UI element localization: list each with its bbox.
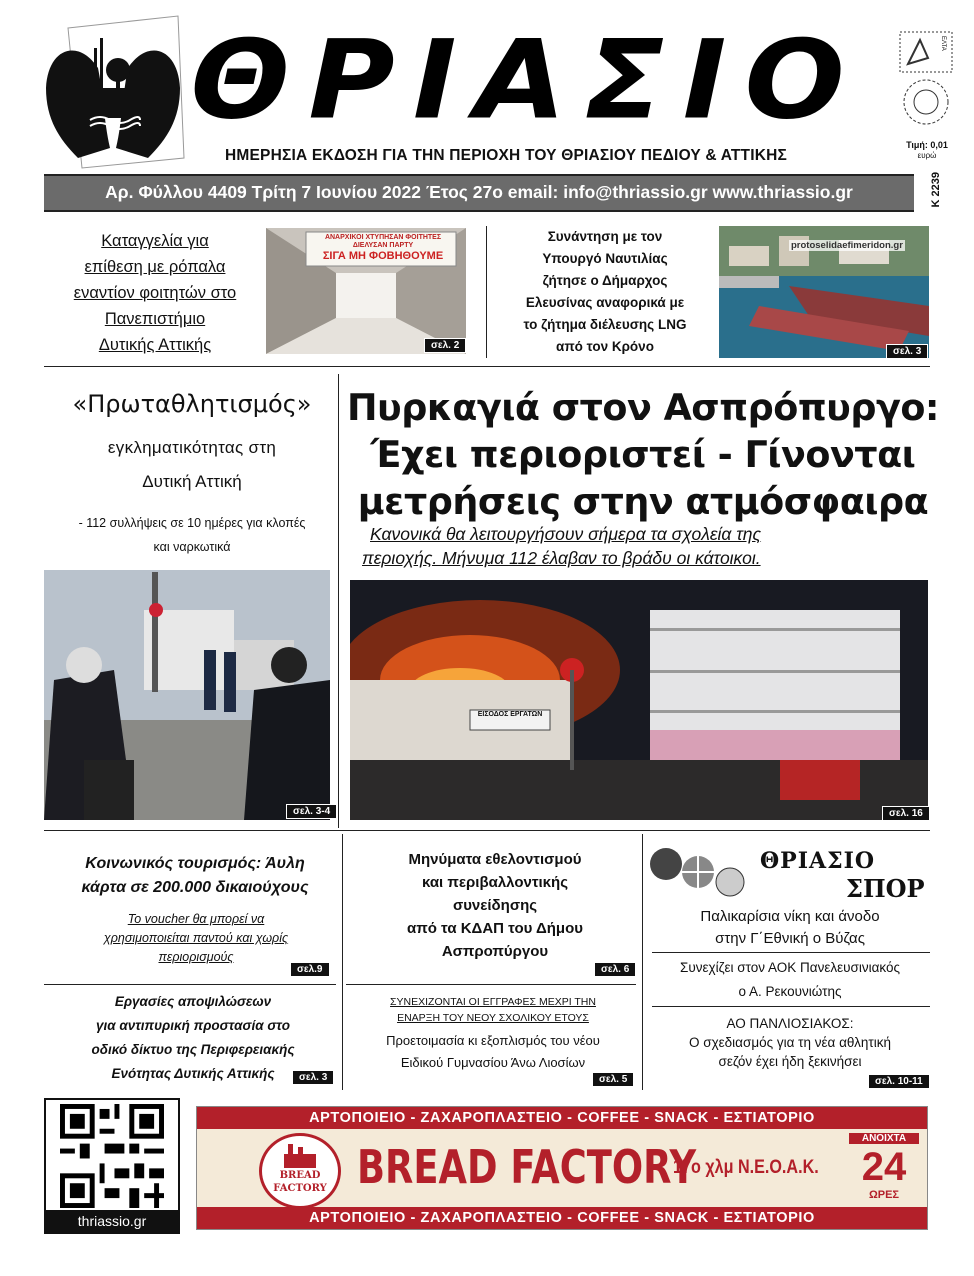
left-story-body2: και ναρκωτικά bbox=[153, 540, 231, 554]
main-subhead: Κανονικά θα λειτουργήσουν σήμερα τα σχολεία της περιοχής. Μήνυμα 112 έλαβαν το βράδυ οι κάτοικοι. bbox=[362, 524, 762, 568]
sport-item-1[interactable]: Παλικαρίσια νίκη και άνοδο στην Γ΄Εθνική ο Βύζας bbox=[700, 908, 880, 947]
watermark: protoselidaefimeridon.gr bbox=[791, 240, 903, 251]
banner-text-1: ΑΝΑΡΧΙΚΟΙ ΧΤΥΠΗΣΑΝ ΦΟΙΤΗΤΕΣ bbox=[324, 234, 442, 241]
ad-brand: BREAD FACTORY bbox=[357, 1140, 697, 1194]
ad-logo-line2: FACTORY bbox=[273, 1183, 327, 1194]
page-tag: σελ.9 bbox=[290, 962, 330, 977]
top-left-headline[interactable]: Καταγγελία για επίθεση με ρόπαλα εναντίον φοιτητών στο Πανεπιστήμιο Δυτικής Αττικής bbox=[73, 232, 237, 354]
police-photo[interactable] bbox=[44, 570, 330, 820]
ad-location: 17ο χλμ Ν.Ε.Ο.Α.Κ. bbox=[673, 1157, 819, 1178]
ad-strip-top: ΑΡΤΟΠΟΙΕΙΟ - ΖΑΧΑΡΟΠΛΑΣΤΕΙΟ - COFFEE - SNACK - ΕΣΤΙΑΤΟΡΙΟ bbox=[197, 1107, 927, 1129]
hands-logo-icon bbox=[38, 8, 188, 170]
qr-caption[interactable]: thriassio.gr bbox=[46, 1210, 178, 1232]
university-corridor-photo[interactable] bbox=[266, 228, 466, 354]
logo-emblem bbox=[38, 8, 188, 170]
divider bbox=[342, 834, 343, 1090]
ad-logo bbox=[259, 1133, 341, 1209]
fire-photo[interactable] bbox=[350, 580, 928, 820]
price-label: Τιμή: 0,01 bbox=[906, 140, 948, 150]
left-story-sub2: Δυτική Αττική bbox=[142, 472, 242, 491]
tourism-headline[interactable]: Κοινωνικός τουρισμός: Άυλη κάρτα σε 200.000 δικαιούχους bbox=[81, 855, 309, 896]
masthead-subtitle: ΗΜΕΡΗΣΙΑ ΕΚΔΟΣΗ ΓΙΑ ΤΗΝ ΠΕΡΙΟΧΗ ΤΟΥ ΘΡΙΑΣΙΟΥ ΠΕΔΙΟΥ & ΑΤΤΙΚΗΣ bbox=[225, 147, 787, 164]
issue-line: Αρ. Φύλλου 4409 Τρίτη 7 Ιουνίου 2022 Έτος 27ο email: info@thriassio.gr www.thriassio.gr bbox=[105, 182, 853, 202]
qr-code-icon bbox=[57, 1104, 167, 1208]
sport-logo-top: ΘΡΙΑΣΙΟ bbox=[760, 848, 876, 874]
side-code: Κ 2239 bbox=[930, 172, 942, 208]
ad-strip-bottom: ΑΡΤΟΠΟΙΕΙΟ - ΖΑΧΑΡΟΠΛΑΣΤΕΙΟ - COFFEE - SNACK - ΕΣΤΙΑΤΟΡΙΟ bbox=[197, 1207, 927, 1229]
eleusina-port-photo[interactable] bbox=[719, 226, 929, 358]
page-tag: σελ. 3 bbox=[292, 1070, 334, 1085]
page-tag: σελ. 6 bbox=[594, 962, 636, 977]
divider bbox=[652, 1006, 930, 1007]
page-tag: σελ. 16 bbox=[882, 806, 930, 821]
divider bbox=[44, 984, 336, 985]
bread-factory-ad[interactable] bbox=[196, 1106, 928, 1230]
divider bbox=[44, 830, 930, 831]
page-tag: σελ. 5 bbox=[592, 1072, 634, 1087]
left-story-body1: - 112 συλλήψεις σε 10 ημέρες για κλοπές bbox=[78, 516, 306, 530]
banner-text-3: ΣΙΓΑ ΜΗ ΦΟΒΗΘΟΥΜΕ bbox=[322, 250, 444, 262]
sport-item-2[interactable]: Συνεχίζει στον ΑΟΚ Πανελευσινιακός ο Α. Ρεκουνιώτης bbox=[680, 960, 900, 999]
page-tag: σελ. 2 bbox=[424, 338, 466, 353]
page-tag: σελ. 3-4 bbox=[286, 804, 337, 819]
ad-open-label: ΑΝΟΙΧΤΑ bbox=[849, 1133, 919, 1144]
top-right-headline[interactable]: Συνάντηση με τον Υπουργό Ναυτιλίας ζήτησε ο Δήμαρχος Ελευσίνας αναφορικά με το ζήτημα διέλευσης LNG από τον Κρόνο bbox=[523, 229, 687, 354]
ad-logo-line1: BREAD bbox=[279, 1170, 321, 1181]
divider bbox=[44, 366, 930, 367]
qr-block[interactable] bbox=[44, 1098, 180, 1234]
divider bbox=[346, 984, 636, 985]
price-currency: ευρώ bbox=[917, 151, 937, 160]
sport-logo-bottom: ΣΠΟΡ bbox=[846, 874, 925, 903]
clearing-headline[interactable]: Εργασίες αποψιλώσεων για αντιπυρική προστασία στο οδικό δίκτυο της Περιφερειακής Ενότητας Δυτικής Αττικής bbox=[91, 994, 295, 1081]
page-tag: σελ. 10-11 bbox=[868, 1074, 930, 1089]
school-headline[interactable]: Προετοιμασία κι εξοπλισμός του νέου Ειδικού Γυμνασίου Άνω Λιοσίων bbox=[386, 1033, 600, 1070]
volunteer-headline[interactable]: Μηνύματα εθελοντισμού και περιβαλλοντικής συνείδησης από τα ΚΔΑΠ του Δήμου Ασπροπύργου bbox=[407, 851, 583, 960]
banner-text-2: ΔΙΕΛΥΣΑΝ ΠΑΡΤΥ bbox=[352, 242, 414, 249]
sport-item-3[interactable]: ΑΟ ΠΑΝΛΙΟΣΙΑΚΟΣ: Ο σχεδιασμός για τη νέα αθλητική σεζόν έχει ήδη ξεκινήσει bbox=[688, 1016, 891, 1069]
divider bbox=[486, 226, 487, 358]
sport-logo bbox=[648, 842, 932, 904]
page-tag: σελ. 3 bbox=[886, 344, 928, 359]
issue-bar bbox=[44, 174, 914, 212]
main-headline[interactable]: Πυρκαγιά στον Ασπρόπυργο: Έχει περιοριστεί - Γίνονται μετρήσεις στην ατμόσφαιρα bbox=[347, 386, 939, 523]
tourism-body: Το voucher θα μπορεί να χρησιμοποιείται παντού και χωρίς περιορισμούς bbox=[103, 912, 289, 964]
ad-hours: 24 bbox=[861, 1145, 907, 1189]
left-story-headline[interactable]: «Πρωταθλητισμός» bbox=[72, 390, 312, 418]
ad-hours-label: ΩΡΕΣ bbox=[868, 1189, 900, 1201]
stamp-label: ΕΛΤΑ bbox=[940, 36, 946, 51]
divider bbox=[652, 952, 930, 953]
factory-icon bbox=[280, 1142, 320, 1168]
school-kicker: ΣΥΝΕΧΙΖΟΝΤΑΙ ΟΙ ΕΓΓΡΑΦΕΣ ΜΕΧΡΙ ΤΗΝ ΕΝΑΡΞΗ ΤΟΥ ΝΕΟΥ ΣΧΟΛΙΚΟΥ ΕΤΟΥΣ bbox=[390, 996, 596, 1024]
gate-sign: ΕΙΣΟΔΟΣ ΕΡΓΑΤΩΝ bbox=[477, 711, 543, 718]
divider bbox=[642, 834, 643, 1090]
divider bbox=[338, 374, 339, 828]
left-story-sub1: εγκληματικότητας στη bbox=[107, 438, 277, 457]
newspaper-title: ΘΡΙΑΣΙΟ bbox=[190, 16, 863, 144]
